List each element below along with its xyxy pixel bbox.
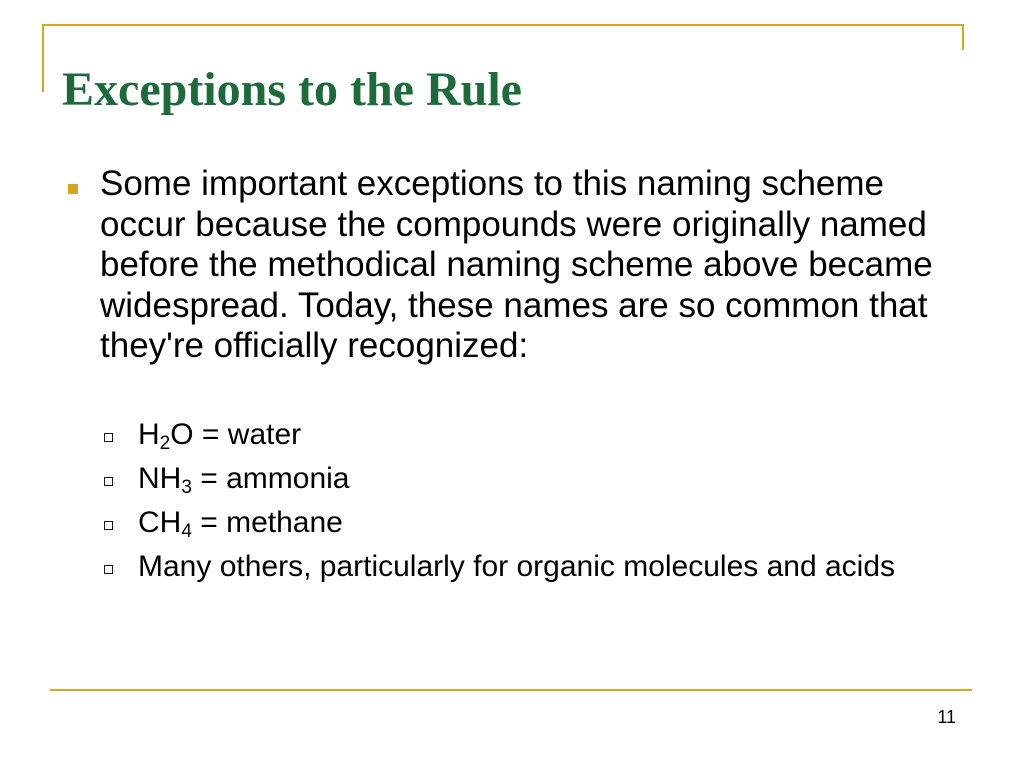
sub-bullet-text: = ammonia: [191, 462, 350, 495]
sub-bullet-others: [104, 550, 924, 584]
page-number: 11: [937, 707, 956, 727]
formula-after: O: [170, 418, 194, 451]
hollow-square-bullet-icon: [104, 521, 113, 530]
sub-bullet-methane: [104, 506, 924, 540]
hollow-square-bullet-icon: [104, 433, 113, 442]
formula-subscript: 3: [181, 477, 192, 498]
sub-bullet-text: = methane: [191, 506, 343, 539]
sub-bullet-list: [104, 418, 924, 594]
hollow-square-bullet-icon: [104, 477, 113, 486]
formula-base: CH: [138, 506, 182, 539]
formula-subscript: 4: [181, 521, 192, 542]
formula-subscript: 2: [159, 433, 171, 454]
frame-left-line: [42, 24, 44, 92]
sub-bullet-text: = water: [193, 418, 302, 451]
formula-base: NH: [138, 462, 182, 495]
square-bullet-icon: [68, 184, 78, 194]
sub-bullet-water: [104, 418, 924, 452]
sub-bullet-text: Many others, particularly for organic molecules and acids: [138, 550, 896, 583]
main-bullet-text: Some important exceptions to this naming scheme occur because the compounds were originally named before the methodical naming scheme above became widespread. Today, these names are so common that they're officially recognized:: [100, 164, 933, 366]
footer-divider: [50, 689, 972, 691]
frame-right-line: [962, 24, 964, 50]
formula-base: H: [138, 418, 160, 451]
frame-top-line: [42, 24, 964, 26]
sub-bullet-ammonia: [104, 462, 924, 496]
hollow-square-bullet-icon: [104, 565, 113, 574]
slide-title: Exceptions to the Rule: [62, 63, 522, 116]
